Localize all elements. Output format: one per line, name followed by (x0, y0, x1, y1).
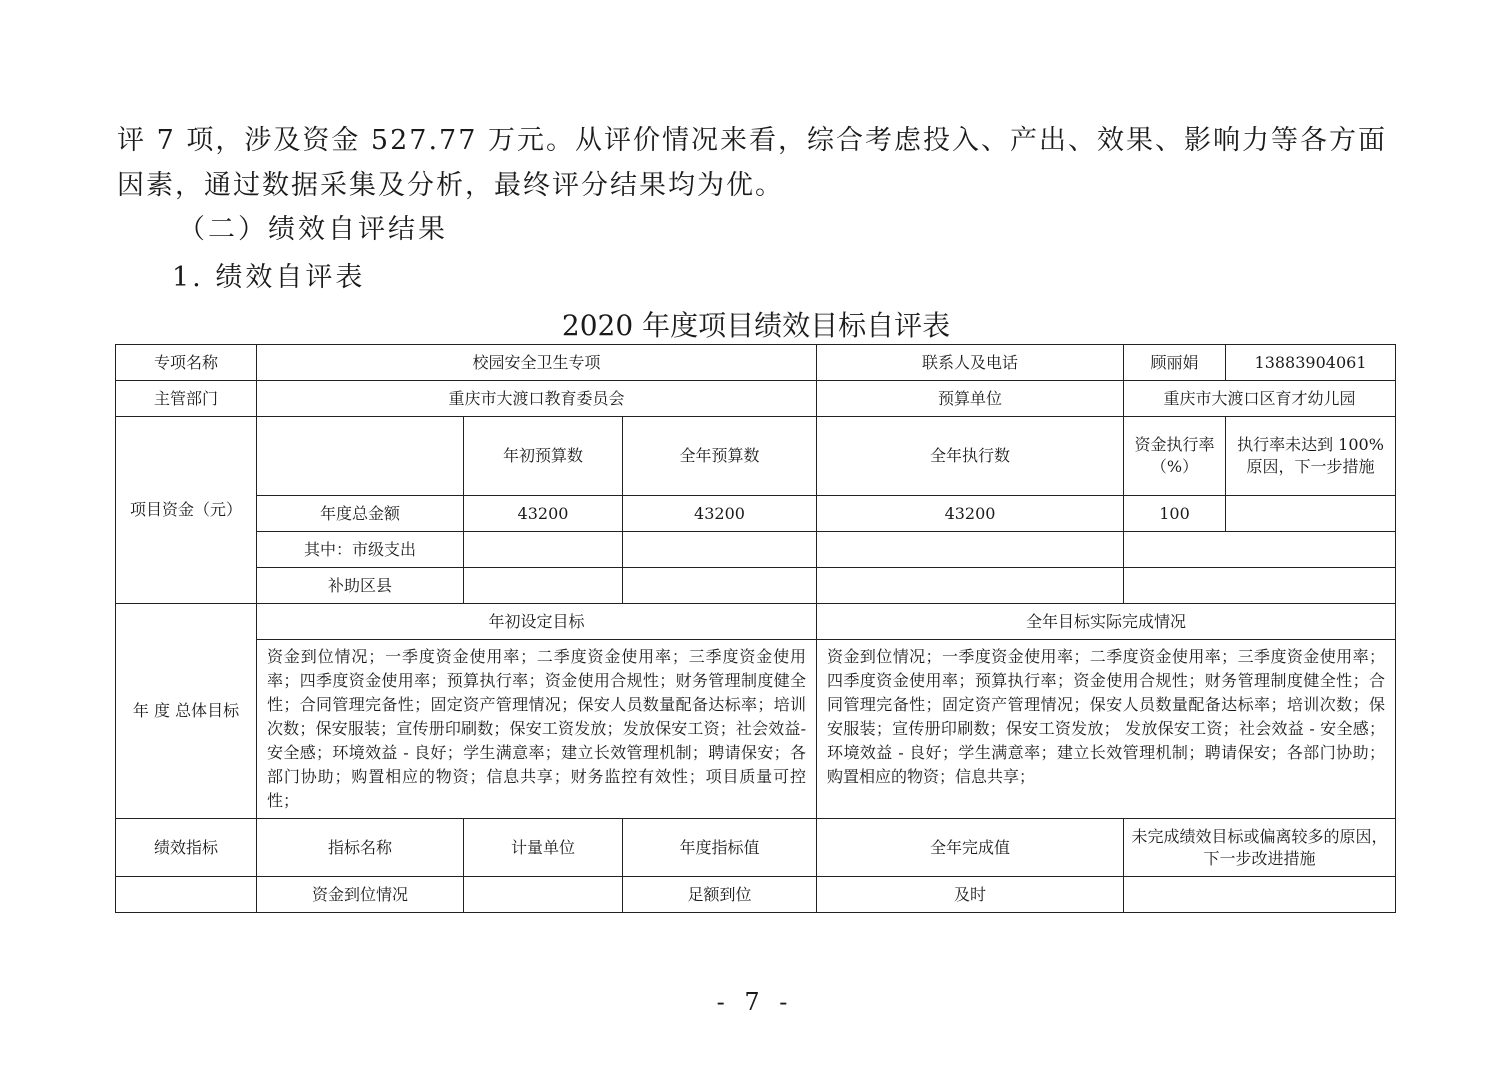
col-reason: 执行率未达到 100% 原因，下一步措施 (1226, 417, 1396, 496)
table-row (116, 877, 1396, 913)
goal-label: 年 度 总体目标 (116, 604, 257, 819)
empty-cell (464, 877, 623, 913)
funds-label: 项目资金（元） (116, 417, 257, 604)
table-row (116, 604, 1396, 640)
empty-cell (1124, 532, 1396, 568)
contact-phone: 13883904061 (1226, 345, 1396, 381)
row-total-exec: 43200 (817, 496, 1124, 532)
perf-col-target: 年度指标值 (623, 819, 817, 877)
perf-col-unit: 计量单位 (464, 819, 623, 877)
table-row (116, 819, 1396, 877)
col-exec-rate: 资金执行率（%） (1124, 417, 1226, 496)
row-total-rate: 100 (1124, 496, 1226, 532)
perf-col-reason: 未完成绩效目标或偏离较多的原因，下一步改进措施 (1124, 819, 1396, 877)
table-title: 2020 年度项目绩效目标自评表 (561, 309, 951, 342)
row-county-label: 补助区县 (257, 568, 464, 604)
project-name-value: 校园安全卫生专项 (257, 345, 817, 381)
empty-cell (464, 568, 623, 604)
perf-row1-target: 足额到位 (623, 877, 817, 913)
empty-cell (623, 532, 817, 568)
row-total-initial: 43200 (464, 496, 623, 532)
goal-actual-header: 全年目标实际完成情况 (817, 604, 1396, 640)
empty-cell (817, 532, 1124, 568)
empty-cell (1124, 568, 1396, 604)
table-row (116, 417, 1396, 496)
col-annual-budget: 全年预算数 (623, 417, 817, 496)
dept-label: 主管部门 (116, 381, 257, 417)
section-heading: （二）绩效自评结果 (178, 214, 448, 245)
row-total-annual: 43200 (623, 496, 817, 532)
evaluation-table (115, 344, 1396, 913)
project-name-label: 专项名称 (116, 345, 257, 381)
row-city-label: 其中：市级支出 (257, 532, 464, 568)
perf-col-actual: 全年完成值 (817, 819, 1124, 877)
table-row (116, 381, 1396, 417)
perf-label: 绩效指标 (116, 819, 257, 877)
empty-cell (116, 877, 257, 913)
empty-cell (257, 417, 464, 496)
table-row (116, 496, 1396, 532)
row-total-label: 年度总金额 (257, 496, 464, 532)
perf-row1-name: 资金到位情况 (257, 877, 464, 913)
empty-cell (817, 568, 1124, 604)
empty-cell (464, 532, 623, 568)
budget-unit-label: 预算单位 (817, 381, 1124, 417)
goal-initial-text: 资金到位情况；一季度资金使用率；二季度资金使用率；三季度资金使用率；四季度资金使用率；预算执行率；资金使用合规性；财务管理制度健全性；合同管理完备性；固定资产管理情况；保安人员数量配备达标率；培训次数；保安服装；宣传册印刷数；保安工资发放；发放保安工资；社会效益- 安全感；环境效益 - 良好；学生满意率；建立长效管理机制；聘请保安；各部门协助；购置相应的物资；信息共享；财务监控有效性；项目质量可控性； (257, 640, 817, 819)
table-row (116, 568, 1396, 604)
col-initial-budget: 年初预算数 (464, 417, 623, 496)
subsection-heading: 1. 绩效自评表 (172, 262, 366, 293)
table-row (116, 640, 1396, 819)
contact-name: 顾丽娟 (1124, 345, 1226, 381)
intro-paragraph: 评 7 项，涉及资金 527.77 万元。从评价情况来看，综合考虑投入、产出、效果、影响力等各方面因素，通过数据采集及分析，最终评分结果均为优。 (117, 125, 1387, 201)
page-number: - 7 - (716, 988, 794, 1016)
empty-cell (1124, 877, 1396, 913)
col-annual-exec: 全年执行数 (817, 417, 1124, 496)
empty-cell (623, 568, 817, 604)
contact-label: 联系人及电话 (817, 345, 1124, 381)
goal-actual-text: 资金到位情况；一季度资金使用率；二季度资金使用率；三季度资金使用率；四季度资金使用率；预算执行率；资金使用合规性；财务管理制度健全性；合同管理完备性；固定资产管理情况；保安人员数量配备达标率；培训次数；保安服装；宣传册印刷数；保安工资发放； 发放保安工资；社会效益 - 安全感；环境效益 - 良好；学生满意率；建立长效管理机制；聘请保安；各部门协助；购置相应的物资；信息共享； (817, 640, 1396, 819)
goal-initial-header: 年初设定目标 (257, 604, 817, 640)
perf-col-name: 指标名称 (257, 819, 464, 877)
empty-cell (1226, 496, 1396, 532)
budget-unit-value: 重庆市大渡口区育才幼儿园 (1124, 381, 1396, 417)
dept-value: 重庆市大渡口教育委员会 (257, 381, 817, 417)
perf-row1-actual: 及时 (817, 877, 1124, 913)
table-row (116, 532, 1396, 568)
table-row (116, 345, 1396, 381)
